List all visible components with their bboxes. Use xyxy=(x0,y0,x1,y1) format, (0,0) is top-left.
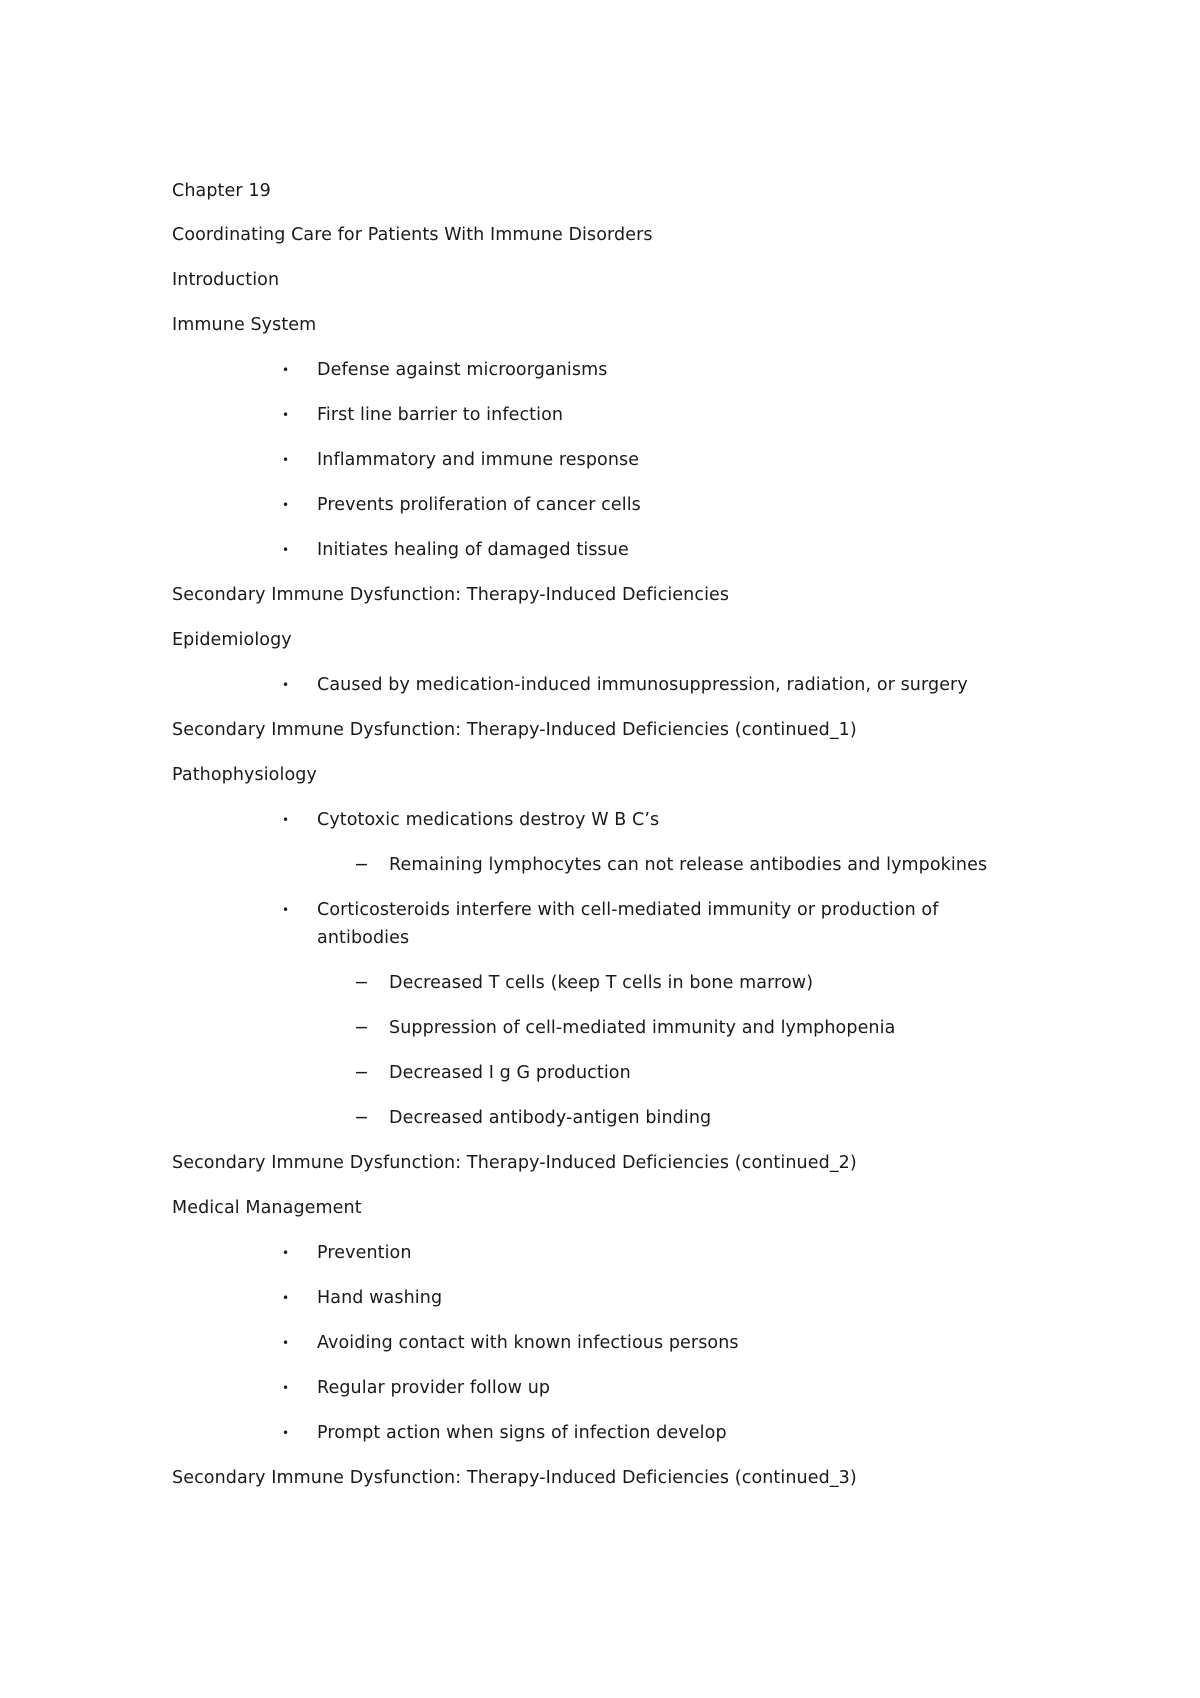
list-item: Caused by medication-induced immunosuppression, radiation, or surgery xyxy=(317,675,968,695)
list-item-continuation: antibodies xyxy=(317,928,410,948)
bullet-icon: • xyxy=(282,363,290,377)
bullet-icon: • xyxy=(282,678,290,692)
section-title: Secondary Immune Dysfunction: Therapy-Induced Deficiencies (continued_3) xyxy=(172,1468,857,1488)
immune-system-heading: Immune System xyxy=(172,315,317,335)
chapter-label: Chapter 19 xyxy=(172,181,271,201)
section-subheading: Epidemiology xyxy=(172,630,292,650)
list-item: Inflammatory and immune response xyxy=(317,450,640,470)
dash-icon: − xyxy=(354,1108,369,1128)
list-item: Hand washing xyxy=(317,1288,443,1308)
bullet-icon: • xyxy=(282,498,290,512)
sub-list-item: Suppression of cell-mediated immunity and lymphopenia xyxy=(389,1018,896,1038)
list-item: Initiates healing of damaged tissue xyxy=(317,540,629,560)
list-item: Defense against microorganisms xyxy=(317,360,608,380)
sub-list-item: Decreased T cells (keep T cells in bone marrow) xyxy=(389,973,814,993)
list-item: Prevention xyxy=(317,1243,412,1263)
list-item: Cytotoxic medications destroy W B C’s xyxy=(317,810,660,830)
bullet-icon: • xyxy=(282,813,290,827)
list-item: Regular provider follow up xyxy=(317,1378,551,1398)
sub-list-item: Decreased I g G production xyxy=(389,1063,631,1083)
section-title: Secondary Immune Dysfunction: Therapy-Induced Deficiencies (continued_1) xyxy=(172,720,857,740)
bullet-icon: • xyxy=(282,1291,290,1305)
sub-list-item: Remaining lymphocytes can not release antibodies and lympokines xyxy=(389,855,988,875)
intro-heading: Introduction xyxy=(172,270,280,290)
bullet-icon: • xyxy=(282,1246,290,1260)
section-title: Secondary Immune Dysfunction: Therapy-Induced Deficiencies (continued_2) xyxy=(172,1153,857,1173)
list-item: Corticosteroids interfere with cell-mediated immunity or production of xyxy=(317,900,939,920)
sub-list-item: Decreased antibody-antigen binding xyxy=(389,1108,712,1128)
list-item: Avoiding contact with known infectious persons xyxy=(317,1333,739,1353)
dash-icon: − xyxy=(354,973,369,993)
bullet-icon: • xyxy=(282,903,290,917)
chapter-title: Coordinating Care for Patients With Immune Disorders xyxy=(172,225,653,245)
dash-icon: − xyxy=(354,1063,369,1083)
bullet-icon: • xyxy=(282,543,290,557)
list-item: Prompt action when signs of infection develop xyxy=(317,1423,727,1443)
list-item: Prevents proliferation of cancer cells xyxy=(317,495,641,515)
dash-icon: − xyxy=(354,855,369,875)
section-title: Secondary Immune Dysfunction: Therapy-Induced Deficiencies xyxy=(172,585,730,605)
dash-icon: − xyxy=(354,1018,369,1038)
bullet-icon: • xyxy=(282,408,290,422)
section-subheading: Pathophysiology xyxy=(172,765,317,785)
list-item: First line barrier to infection xyxy=(317,405,564,425)
section-subheading: Medical Management xyxy=(172,1198,362,1218)
bullet-icon: • xyxy=(282,1381,290,1395)
bullet-icon: • xyxy=(282,1426,290,1440)
bullet-icon: • xyxy=(282,453,290,467)
bullet-icon: • xyxy=(282,1336,290,1350)
